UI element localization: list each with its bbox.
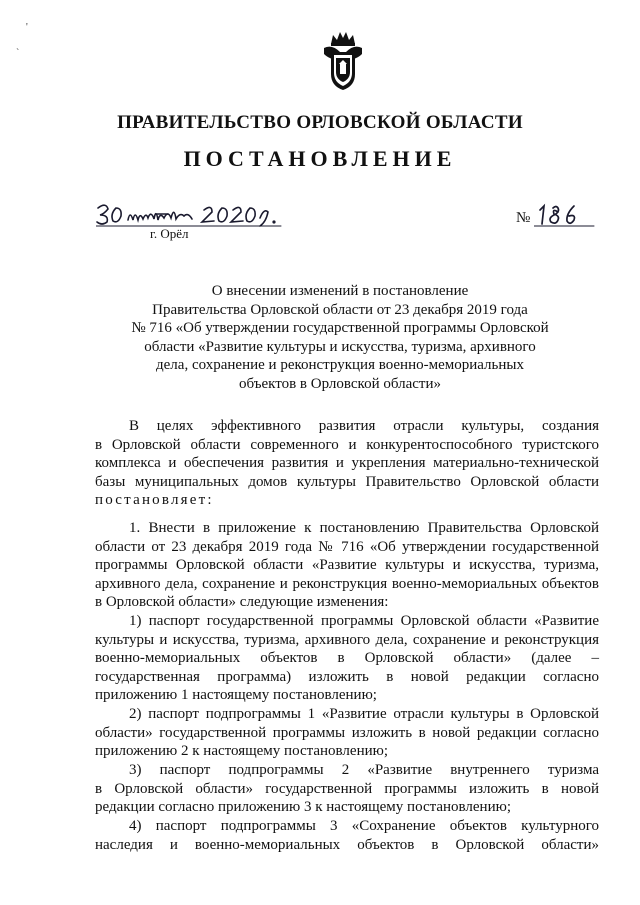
number-label: № [516, 210, 531, 226]
preamble-line: В целях эффективного развития отрасли культуры, создания [129, 418, 599, 434]
paragraph-1-line: программы Орловской области «Развитие культуры и искусства, туризма, [95, 557, 599, 574]
preamble-paragraph [95, 417, 599, 510]
item-2-line: области» государственной программы изложить в новой редакции согласно [95, 724, 599, 741]
subject-line: области «Развитие культуры и искусства, туризма, архивного [144, 338, 536, 355]
item-3-line: редакции согласно приложению 3 к настоящему постановлению; [95, 799, 511, 816]
item-4-line: 4) паспорт подпрограммы 3 «Сохранение объектов культурного [129, 818, 599, 834]
subject-line: объектов в Орловской области» [238, 375, 441, 392]
item-1 [95, 612, 599, 705]
item-1-line: военно-мемориальных объектов в Орловской области» (далее – [95, 650, 599, 667]
paragraph-1-line: в Орловской области» следующие изменения: [95, 594, 389, 611]
item-2 [95, 705, 599, 761]
item-1-line: государственная программа) изложить в новой редакции согласно [95, 668, 599, 685]
subject-line: Правительства Орловской области от 23 декабря 2019 года [152, 301, 528, 318]
government-title: ПРАВИТЕЛЬСТВО ОРЛОВСКОЙ ОБЛАСТИ [117, 112, 523, 133]
subject-line: № 716 «Об утверждении государственной программы Орловской [131, 320, 549, 337]
city-name: г. Орёл [150, 226, 189, 241]
item-2-line: 2) паспорт подпрограммы 1 «Развитие отрасли культуры в Орловской [129, 706, 599, 722]
paragraph-1-line: архивного дела, сохранение и реконструкция военно-мемориальных объектов [95, 575, 599, 592]
item-1-line: 1) паспорт государственной программы Орловской области «Развитие [129, 613, 599, 629]
paragraph-1 [95, 519, 599, 612]
item-4 [95, 817, 599, 854]
subject-line: О внесении изменений в постановление [211, 283, 469, 299]
item-1-line: приложению 1 настоящему постановлению; [95, 687, 377, 704]
item-3-line: 3) паспорт подпрограммы 2 «Развитие внутреннего туризма [129, 762, 599, 778]
paragraph-1-line: 1. Внести в приложение к постановлению Правительства Орловской [129, 520, 599, 536]
document-type-title: ПОСТАНОВЛЕНИЕ [183, 146, 457, 171]
preamble-line: в Орловской области современного и конкурентоспособного туристского [95, 436, 599, 453]
preamble-line: базы муниципальных домов культуры Правительство Орловской области [95, 473, 599, 490]
handwritten-document-number [534, 200, 598, 230]
scan-speck: ` [16, 48, 20, 59]
coat-of-arms-emblem [322, 30, 364, 92]
preamble-line: комплекса и обеспечения развития и укрепления материально-технической [95, 455, 599, 472]
item-4-line: наследия и военно-мемориальных объектов в Орловской области» [95, 836, 599, 853]
item-2-line: приложению 2 к настоящему постановлению; [95, 743, 388, 760]
paragraph-1-line: области от 23 декабря 2019 года № 716 «Об утверждении государственной [95, 538, 599, 555]
document-subject [80, 282, 600, 394]
item-3 [95, 761, 599, 817]
scan-speck: ' [26, 22, 28, 33]
handwritten-date [96, 200, 296, 230]
subject-line: дела, сохранение и реконструкция военно-мемориальных [156, 357, 524, 374]
item-3-line: в Орловской области» государственной программы изложить в новой [95, 780, 599, 797]
preamble-resolves: постановляет: [95, 492, 214, 509]
item-1-line: культуры и искусства, туризма, архивного дела, сохранение и реконструкция [95, 631, 599, 648]
